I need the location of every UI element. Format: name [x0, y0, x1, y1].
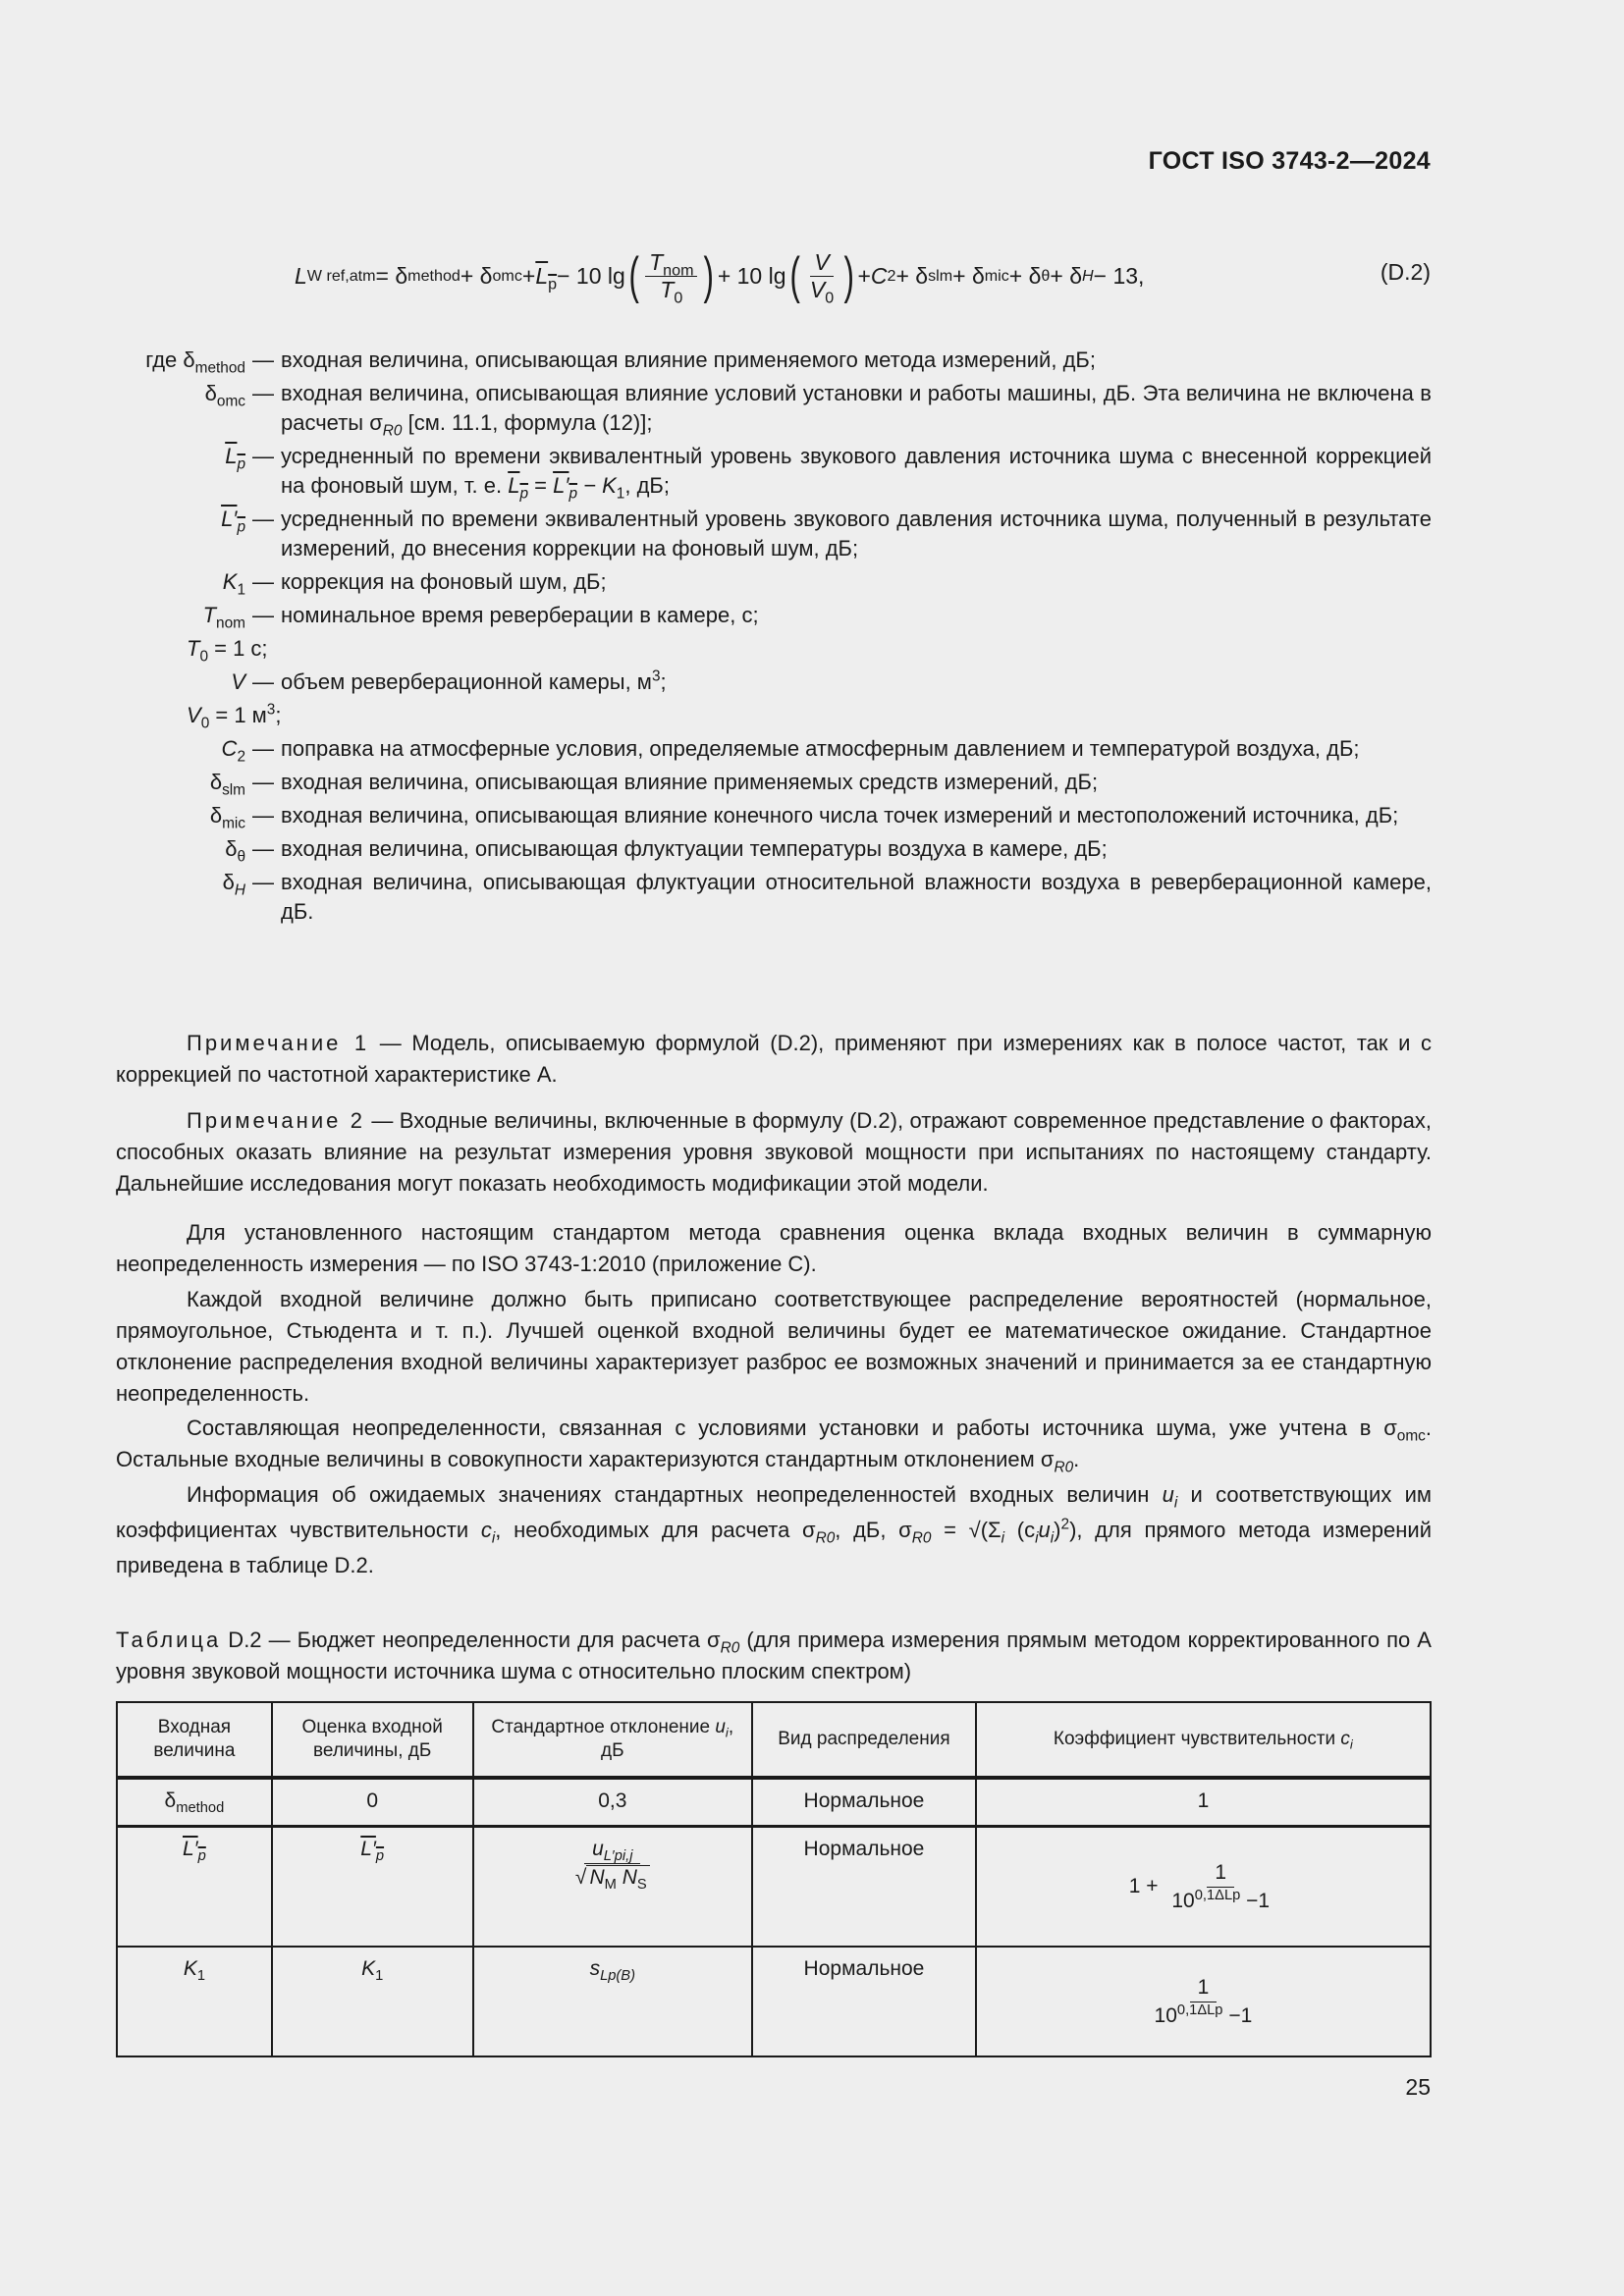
def-text: усредненный по времени эквивалентный уровень звукового давления источника шума, полученный в результате измерений, до внесения коррекции на фоновый шум, дБ;	[281, 507, 1432, 561]
def-text: входная величина, описывающая влияние конечного числа точек измерений и местоположений источника, дБ;	[281, 803, 1399, 828]
note-1-text: — Модель, описываемую формулой (D.2), применяют при измерениях как в полосе частот, так и с коррекцией по частотной характеристике А.	[116, 1031, 1433, 1087]
uncertainty-budget-table	[116, 1701, 1432, 2057]
h3-text: Стандартное отклонение	[491, 1717, 716, 1737]
def-sym: $T_0 = 1$ с;	[187, 636, 268, 666]
p4-a: Информация об ожидаемых значениях стандартных неопределенностей входных величин	[187, 1482, 1163, 1507]
def-dash: —	[252, 870, 274, 894]
def-h-sub: H	[234, 881, 245, 899]
frac-t0-sub: 0	[674, 289, 683, 307]
p4-c-sub: i	[491, 1529, 496, 1547]
p3-c: .	[1073, 1447, 1080, 1471]
frac-tnom-sub: nom	[663, 261, 694, 280]
h5-sub: i	[1349, 1736, 1353, 1752]
coef-fraction	[1164, 1861, 1277, 1913]
def-lp-eq: =	[528, 473, 554, 498]
def-lp-prime	[116, 505, 1432, 563]
def-where: где δ	[145, 347, 195, 372]
standard-header: ГОСТ ISO 3743-2—2024	[1148, 147, 1431, 175]
def-lp-k: − K	[577, 473, 617, 498]
std-frac-den: √ $N_M$ $N_S$	[568, 1864, 658, 1890]
p4-d: , дБ, σ	[835, 1518, 912, 1542]
formula-plus2: +	[521, 262, 536, 289]
row2-coef-den: 10	[1171, 1889, 1195, 1912]
formula-lp-letter: L	[535, 262, 549, 289]
def-lp	[116, 442, 1432, 501]
header-std-deviation	[473, 1702, 753, 1778]
row3-est: K	[361, 1957, 376, 1980]
def-c2	[116, 734, 1432, 764]
def-lp-k-sub: 1	[616, 485, 625, 503]
row3-coef-end: −1	[1222, 2003, 1253, 2027]
p4-sq: 2	[1060, 1516, 1070, 1533]
cell-quantity	[117, 1778, 272, 1827]
def-v-text: объем реверберационной камеры, м	[281, 669, 652, 694]
def-c2-sym: C	[221, 736, 238, 761]
note-2-label: Примечание 2	[187, 1108, 365, 1133]
note-1	[116, 1028, 1432, 1091]
def-sym: $L_p$	[225, 444, 245, 473]
def-h	[116, 868, 1432, 927]
def-dash: —	[252, 603, 274, 627]
frac-v0-sub: 0	[825, 289, 835, 307]
row3-coef-den: 10	[1154, 2003, 1177, 2027]
cell-distribution: Нормальное	[752, 1778, 976, 1827]
p4-e: = √(Σ	[931, 1518, 1001, 1542]
note-2-text: — Входные величины, включенные в формулу (D.2), отражают современное представление о факторах, способных оказать влияние на результат измерения уровня звуковой мощности при испытаниях по настоящему стандарту. Дальнейшие исследования могут показать необходимость модификации этой модели.	[116, 1108, 1433, 1196]
row2-coef-num: 1	[1207, 1861, 1234, 1888]
def-v-sym: V	[231, 669, 245, 694]
def-dash: —	[252, 669, 274, 694]
def-v0-sub: 0	[200, 715, 210, 732]
def-sym: $\delta_H$	[222, 870, 245, 899]
h5-c: c	[1340, 1729, 1350, 1749]
p3-a: Составляющая неопределенности, связанная с условиями установки и работы источника шума, уже учтена в σ	[187, 1415, 1397, 1440]
cell-quantity	[117, 1947, 272, 2056]
def-dash: —	[252, 347, 274, 372]
table-row	[117, 1947, 1431, 2056]
def-dash: —	[252, 507, 274, 531]
row2-q-sub: p	[197, 1848, 206, 1865]
row3-coef-sup: 0,1ΔLp	[1176, 2002, 1223, 2018]
row1-q: δ	[164, 1789, 177, 1812]
formula-lp	[535, 262, 558, 294]
paragraph-1: Для установленного настоящим стандартом метода сравнения оценка вклада входных величин в суммарную неопределенность измерения — по ISO 3743-1:2010 (приложение С).	[116, 1220, 1432, 1276]
coef-frac-den	[1164, 1888, 1277, 1913]
header-distribution: Вид распределения	[752, 1702, 976, 1778]
def-text: поправка на атмосферные условия, определяемые атмосферным давлением и температурой воздуха, дБ;	[281, 736, 1360, 761]
frac-t-num	[645, 248, 697, 280]
formula-frac-t	[645, 248, 697, 307]
note-1-label: Примечание 1	[187, 1031, 370, 1055]
table-row	[117, 1827, 1431, 1948]
def-omc-end: [см. 11.1, формула (12)];	[402, 410, 653, 435]
def-text: входная величина, описывающая флуктуации относительной влажности воздуха в реверберационной камере, дБ.	[281, 870, 1432, 924]
def-mic	[116, 801, 1432, 830]
paragraph-2: Каждой входной величине должно быть приписано соответствующее распределение вероятностей (нормальное, прямоугольное, Стьюдента и т. п.). Лучшей оценкой входной величины будет ее математическое ожидание. Стандартное отклонение распределения входной величины характеризует разброс ее возможных значений и принимается за ее стандартную неопределенность.	[116, 1287, 1432, 1406]
def-c2-sub: 2	[237, 748, 245, 766]
row2-coef-sup: 0,1ΔLp	[1194, 1887, 1241, 1903]
def-text: входная величина, описывающая флуктуации температуры воздуха в камере, дБ;	[281, 836, 1108, 861]
h3-u: u	[715, 1717, 726, 1737]
p4-ui-sub: i	[1050, 1529, 1055, 1547]
row1-q-sub: method	[176, 1800, 225, 1817]
frac-v0: V	[809, 276, 826, 302]
formula-tail4: + δ	[1050, 262, 1082, 289]
cell-coef	[976, 1827, 1431, 1948]
def-text: номинальное время реверберации в камере, с;	[281, 603, 759, 627]
def-dash: —	[252, 736, 274, 761]
frac-v-den	[806, 276, 838, 307]
def-dash: —	[252, 836, 274, 861]
formula-tail5: − 13,	[1093, 262, 1145, 289]
p4-sub3: R0	[911, 1529, 932, 1547]
table-header-row	[117, 1702, 1431, 1778]
page-number: 25	[1405, 2074, 1431, 2100]
def-v-sup: 3	[651, 667, 661, 685]
cell-quantity	[117, 1827, 272, 1948]
formula-body: L W ref,atm = δ method + δ omc + $L_p$ − 10 lg ( $\frac{T_{nom}}{T_0}$ ) + 10 lg ( $\frac{V}{V_0}$ ) + C 2 + δ slm + δ mic + δ θ + δ H − 13,	[295, 247, 1145, 307]
p4-g: u	[1038, 1518, 1051, 1542]
p4-c: c	[480, 1518, 492, 1542]
row2-sd-den: N	[589, 1866, 605, 1889]
row2-q: L′	[183, 1838, 198, 1860]
cell-std: 0,3	[473, 1778, 753, 1827]
p4-i: ), для прямого метода измерений приведена в таблице D.2.	[116, 1518, 1432, 1577]
def-omc-text: входная величина, описывающая влияние условий установки и работы машины, дБ. Эта величина не включена в расчеты σ	[281, 381, 1432, 435]
coef-frac-den	[1147, 2002, 1261, 2028]
def-v-end: ;	[660, 669, 667, 694]
p4-sum-sub: i	[1001, 1529, 1005, 1547]
table-caption	[116, 1625, 1432, 1687]
caption-label: Таблица	[116, 1628, 222, 1652]
row2-est: L′	[360, 1838, 376, 1860]
formula-lp-sub: p	[548, 275, 558, 294]
def-tnom	[116, 601, 1432, 630]
frac-tnom: T	[649, 248, 664, 275]
row3-sd: s	[589, 1957, 601, 1980]
cell-estimate: 0	[272, 1778, 473, 1827]
row2-sd-num-sub: L′pi,j	[603, 1848, 633, 1865]
def-sym: $\delta_\theta$	[225, 836, 245, 866]
std-fraction	[568, 1838, 658, 1894]
p4-c-text: , необходимых для расчета σ	[495, 1518, 816, 1542]
formula-paren-close: )	[703, 247, 715, 304]
def-sym: $V_0 = 1$ $м^3$;	[187, 701, 282, 732]
table-row	[117, 1778, 1431, 1827]
def-text: входная величина, описывающая влияние применяемого метода измерений, дБ;	[281, 347, 1096, 372]
def-text	[281, 379, 1432, 438]
def-v0-end: ;	[275, 703, 282, 727]
definitions-list	[116, 346, 1432, 931]
row2-est-sub: p	[375, 1848, 385, 1865]
formula-d2	[295, 232, 1431, 320]
def-text: коррекция на фоновый шум, дБ;	[281, 569, 607, 594]
h3-sub: i	[725, 1725, 729, 1740]
def-sym: $L'_p$	[221, 507, 245, 536]
row2-coef-pre: 1 +	[1128, 1874, 1164, 1897]
p3-sub2: R0	[1054, 1459, 1074, 1476]
def-t0-text: = 1 с;	[208, 636, 268, 661]
def-text	[281, 667, 1432, 697]
def-lp-text: усредненный по времени эквивалентный уровень звукового давления источника шума с внесенной коррекцией на фоновый шум, т. е.	[281, 444, 1432, 498]
std-frac-num	[584, 1838, 640, 1864]
p3-sub: omc	[1396, 1427, 1426, 1445]
formula-number: (D.2)	[1380, 259, 1431, 285]
def-t0	[116, 634, 1432, 664]
formula-paren-open: (	[628, 247, 639, 304]
p4-b: и соответствующих им коэффициентах чувствительности	[116, 1482, 1433, 1542]
formula-plus-c2: +	[857, 262, 871, 289]
formula-tail2: + δ	[952, 262, 985, 289]
def-omc-sub: omc	[216, 393, 245, 410]
header-sensitivity	[976, 1702, 1431, 1778]
formula-c2: C	[870, 262, 888, 289]
frac-v-num	[810, 249, 833, 277]
formula-eq: = δ	[375, 262, 408, 289]
formula-tail1: + δ	[895, 262, 929, 289]
cell-estimate	[272, 1947, 473, 2056]
def-sym	[116, 734, 245, 764]
formula-tail3: + δ	[1008, 262, 1042, 289]
row2-coef-end: −1	[1240, 1889, 1271, 1912]
formula-lhs: L	[295, 262, 307, 289]
p4-f: (c	[1004, 1518, 1036, 1542]
row3-sd-sub: Lp(B)	[600, 1968, 635, 1985]
frac-t-den	[656, 276, 686, 307]
def-mic-sub: mic	[222, 815, 245, 832]
p3-b: . Остальные входные величины в совокупности характеризуются стандартным отклонением σ	[116, 1415, 1432, 1471]
cell-std	[473, 1947, 753, 2056]
row2-sd-den-sub2: S	[636, 1877, 647, 1894]
row2-sd-den2: N	[616, 1866, 637, 1889]
header-estimate: Оценка входной величины, дБ	[272, 1702, 473, 1778]
def-sym: $\delta_{mic}$	[209, 803, 245, 832]
formula-h-sub: H	[1082, 267, 1094, 285]
frac-t0: T	[660, 276, 675, 302]
def-v0	[116, 701, 1432, 730]
def-dash: —	[252, 569, 274, 594]
def-v0-sup: 3	[266, 701, 276, 719]
def-omc	[116, 379, 1432, 438]
def-dash: —	[252, 381, 274, 405]
def-t0-sub: 0	[199, 648, 209, 666]
def-lp-end: , дБ;	[624, 473, 670, 498]
def-sym: $T_{nom}$	[202, 603, 245, 632]
cell-std	[473, 1827, 753, 1948]
row2-sd-den-sub1: M	[604, 1877, 617, 1894]
caption-end: (для примера измерения прямым методом корректированного по А уровня звуковой мощности источника шума с относительно плоским спектром)	[116, 1628, 1432, 1683]
def-sym	[116, 667, 245, 697]
formula-plus1: + δ	[460, 262, 493, 289]
cell-coef	[976, 1947, 1431, 2056]
caption-text: D.2 — Бюджет неопределенности для расчета σ	[221, 1628, 721, 1652]
row3-coef-num: 1	[1190, 1976, 1218, 2002]
row3-q-sub: 1	[196, 1968, 205, 1985]
def-sym	[116, 567, 245, 597]
note-2	[116, 1105, 1432, 1200]
formula-paren-close2: )	[843, 247, 855, 304]
def-k1-sub: 1	[237, 581, 245, 599]
def-v0-text: = 1 м	[209, 703, 267, 727]
p4-ci-sub: i	[1035, 1529, 1039, 1547]
p4-u: u	[1162, 1482, 1174, 1507]
def-sym: $\delta_{omc}$	[204, 381, 245, 410]
def-dash: —	[252, 770, 274, 794]
def-text: входная величина, описывающая влияние применяемых средств измерений, дБ;	[281, 770, 1099, 794]
def-where-sub: method	[194, 359, 245, 377]
formula-frac-v	[806, 248, 838, 307]
cell-distribution: Нормальное	[752, 1947, 976, 2056]
def-text: усредненный по времени эквивалентный уровень звукового давления источника шума с внесенной коррекцией на фоновый шум, т. е. $L_p = L'_p - K_1$, дБ;	[281, 444, 1432, 503]
def-slm-sub: slm	[222, 781, 245, 799]
row3-est-sub: 1	[375, 1968, 384, 1985]
paragraph-4	[116, 1477, 1432, 1583]
formula-minus-lg: − 10 lg	[557, 262, 625, 289]
p4-sub2: R0	[815, 1529, 836, 1547]
def-theta	[116, 834, 1432, 864]
h3-end: , дБ	[601, 1717, 734, 1761]
cell-coef: 1	[976, 1778, 1431, 1827]
def-k1	[116, 567, 1432, 597]
def-slm	[116, 768, 1432, 797]
p4-u-sub: i	[1173, 1494, 1178, 1512]
coef-fraction	[1147, 1976, 1261, 2028]
p4-h: )	[1054, 1518, 1061, 1542]
def-theta-sub: θ	[237, 848, 245, 866]
h5-text: Коэффициент чувствительности	[1053, 1729, 1341, 1749]
formula-plus-lg: + 10 lg	[717, 262, 786, 289]
row2-sd-num: u	[592, 1838, 604, 1860]
paragraph-3	[116, 1413, 1432, 1475]
def-dash: —	[252, 444, 274, 468]
frac-v: V	[814, 248, 830, 275]
def-tnom-sub: nom	[216, 614, 245, 632]
def-v	[116, 667, 1432, 697]
def-omc-r0: R0	[382, 422, 403, 440]
header-input-quantity: Входная величина	[117, 1702, 272, 1778]
caption-sub: R0	[720, 1639, 740, 1657]
formula-paren-open2: (	[788, 247, 800, 304]
def-sym	[116, 346, 245, 375]
row3-q: K	[183, 1957, 197, 1980]
def-sym: $\delta_{slm}$	[209, 770, 245, 799]
def-k1-sym: K	[222, 569, 238, 594]
cell-distribution: Нормальное	[752, 1827, 976, 1948]
def-method	[116, 346, 1432, 375]
cell-estimate	[272, 1827, 473, 1948]
def-dash: —	[252, 803, 274, 828]
